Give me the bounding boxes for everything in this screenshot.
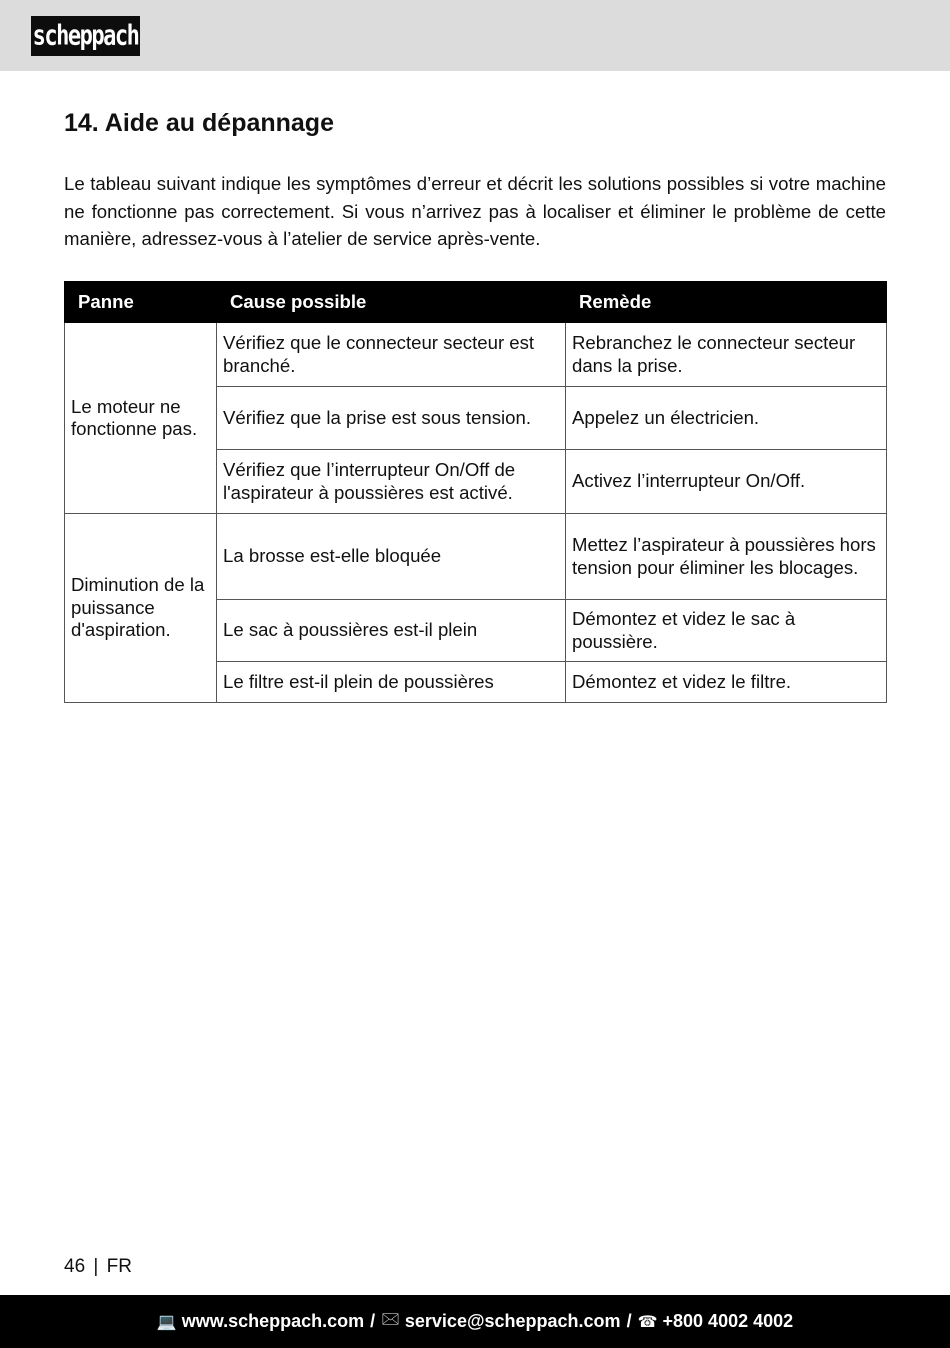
remedy-cell: Rebranchez le connecteur secteur dans la prise.: [566, 323, 887, 387]
cause-cell: La brosse est-elle bloquée: [217, 514, 566, 600]
scheppach-logo: [31, 16, 140, 56]
contact-footer: [0, 1295, 950, 1348]
remedy-cell: Démontez et videz le filtre.: [566, 662, 887, 703]
table-header-row: [65, 282, 887, 323]
page-header: [0, 0, 950, 71]
cause-cell: Le sac à poussières est-il plein: [217, 600, 566, 662]
phone-number: +800 4002 4002: [662, 1311, 794, 1331]
phone-icon: ☎: [637, 1313, 658, 1331]
troubleshooting-table: [64, 281, 887, 703]
remedy-cell: Appelez un électricien.: [566, 387, 887, 450]
cause-cell: Vérifiez que la prise est sous tension.: [217, 387, 566, 450]
laptop-icon: 💻: [156, 1313, 177, 1331]
footer-divider: /: [370, 1311, 376, 1331]
header-cause: Cause possible: [217, 282, 566, 323]
page-number-footer: [64, 1256, 132, 1278]
header-fault: Panne: [65, 282, 217, 323]
cause-cell: Le filtre est-il plein de poussières: [217, 662, 566, 703]
page-number: 46: [64, 1256, 86, 1277]
table-row: [65, 514, 887, 600]
remedy-cell: Mettez l’aspirateur à poussières hors tension pour éliminer les blocages.: [566, 514, 887, 600]
fault-cell: Le moteur ne fonctionne pas.: [65, 323, 217, 514]
section-title: 14. Aide au dépannage: [64, 109, 334, 137]
language-code: FR: [106, 1256, 132, 1277]
fault-cell: Diminution de la puissance d'aspiration.: [65, 514, 217, 703]
page-separator: |: [93, 1256, 99, 1277]
header-remedy: Remède: [566, 282, 887, 323]
email-link[interactable]: service@scheppach.com: [404, 1311, 621, 1331]
cause-cell: Vérifiez que le connecteur secteur est branché.: [217, 323, 566, 387]
envelope-icon: 🖂: [381, 1311, 400, 1328]
logo-text: scheppach: [32, 20, 139, 52]
table-row: [65, 323, 887, 387]
intro-paragraph: Le tableau suivant indique les symptômes d’erreur et décrit les solutions possibles si votre machine ne fonctionne pas correctement. Si vous n’arrivez pas à localiser et éliminer le problème de cette manière, adressez-vous à l’atelier de service après-vente.: [64, 173, 886, 249]
remedy-cell: Activez l’interrupteur On/Off.: [566, 450, 887, 514]
cause-cell: Vérifiez que l’interrupteur On/Off de l'aspirateur à poussières est activé.: [217, 450, 566, 514]
website-link[interactable]: www.scheppach.com: [181, 1311, 365, 1331]
footer-divider: /: [626, 1311, 632, 1331]
remedy-cell: Démontez et videz le sac à poussière.: [566, 600, 887, 662]
